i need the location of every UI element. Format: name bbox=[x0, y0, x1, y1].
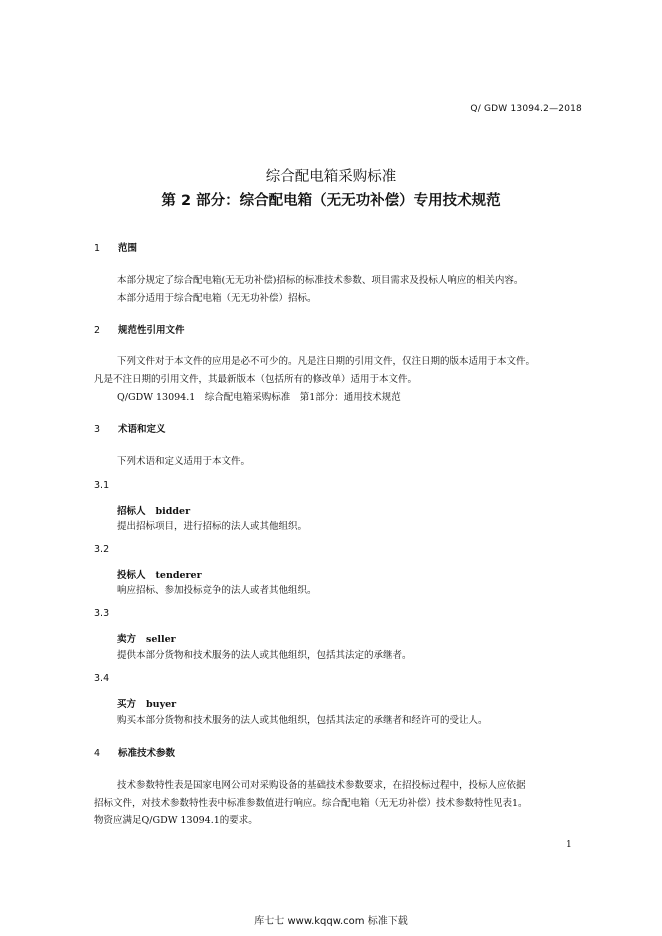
page-number: 1 bbox=[566, 840, 572, 850]
term-title bbox=[117, 696, 176, 710]
term-number: 3.1 bbox=[94, 480, 110, 491]
section-title: 范围 bbox=[118, 243, 138, 254]
document-title: 综合配电箱采购标准 bbox=[265, 169, 397, 185]
section-title: 术语和定义 bbox=[118, 424, 166, 435]
term-definition: 购买本部分货物和技术服务的法人或其他组织，包括其法定的承继者和经许可的受让人。 bbox=[117, 715, 488, 726]
term-title bbox=[117, 631, 176, 645]
footer-watermark: 库七七 www.kqqw.com 标准下载 bbox=[254, 916, 408, 927]
paragraph: 下列术语和定义适用于本文件。 bbox=[117, 456, 251, 467]
term-title bbox=[117, 503, 190, 517]
paragraph: 招标文件，对技术参数特性表中标准参数值进行响应。综合配电箱（无无功补偿）技术参数特性见表1。 bbox=[94, 798, 528, 809]
normative-reference: Q/GDW 13094.1 综合配电箱采购标准 第1部分：通用技术规范 bbox=[117, 392, 401, 403]
paragraph: 本部分适用于综合配电箱（无无功补偿）招标。 bbox=[117, 293, 317, 304]
term-definition: 提出招标项目，进行招标的法人或其他组织。 bbox=[117, 521, 308, 532]
term-en: seller bbox=[146, 634, 176, 645]
term-en: tenderer bbox=[155, 570, 202, 581]
term-number: 3.3 bbox=[94, 608, 110, 619]
section-title: 规范性引用文件 bbox=[118, 325, 185, 336]
paragraph: 本部分规定了综合配电箱(无无功补偿)招标的标准技术参数、项目需求及投标人响应的相关内容。 bbox=[117, 275, 524, 286]
term-number: 3.4 bbox=[94, 673, 110, 684]
document-subtitle: 第 2 部分：综合配电箱（无无功补偿）专用技术规范 bbox=[161, 193, 501, 209]
term-number: 3.2 bbox=[94, 544, 110, 555]
section-number: 4 bbox=[94, 748, 101, 759]
paragraph: 凡是不注日期的引用文件，其最新版本（包括所有的修改单）适用于本文件。 bbox=[94, 374, 418, 385]
section-heading-1 bbox=[94, 240, 137, 254]
term-definition: 提供本部分货物和技术服务的法人或其他组织，包括其法定的承继者。 bbox=[117, 650, 412, 661]
paragraph: 物资应满足Q/GDW 13094.1的要求。 bbox=[94, 815, 258, 826]
paragraph: 下列文件对于本文件的应用是必不可少的。凡是注日期的引用文件，仅注日期的版本适用于本文件。 bbox=[117, 356, 536, 367]
term-zh: 买方 bbox=[117, 699, 137, 710]
term-title bbox=[117, 567, 202, 581]
section-heading-4 bbox=[94, 745, 175, 759]
section-number: 3 bbox=[94, 424, 101, 435]
term-zh: 招标人 bbox=[117, 506, 146, 517]
term-zh: 投标人 bbox=[117, 570, 146, 581]
section-title: 标准技术参数 bbox=[118, 748, 176, 759]
section-number: 2 bbox=[94, 325, 101, 336]
paragraph: 技术参数特性表是国家电网公司对采购设备的基础技术参数要求，在招投标过程中，投标人应依据 bbox=[117, 780, 526, 791]
term-zh: 卖方 bbox=[117, 634, 137, 645]
section-number: 1 bbox=[94, 243, 101, 254]
section-heading-3 bbox=[94, 421, 166, 435]
standard-code: Q/ GDW 13094.2—2018 bbox=[470, 104, 582, 114]
section-heading-2 bbox=[94, 322, 185, 336]
term-definition: 响应招标、参加投标竞争的法人或者其他组织。 bbox=[117, 585, 317, 596]
term-en: buyer bbox=[146, 699, 177, 710]
term-en: bidder bbox=[155, 506, 191, 517]
